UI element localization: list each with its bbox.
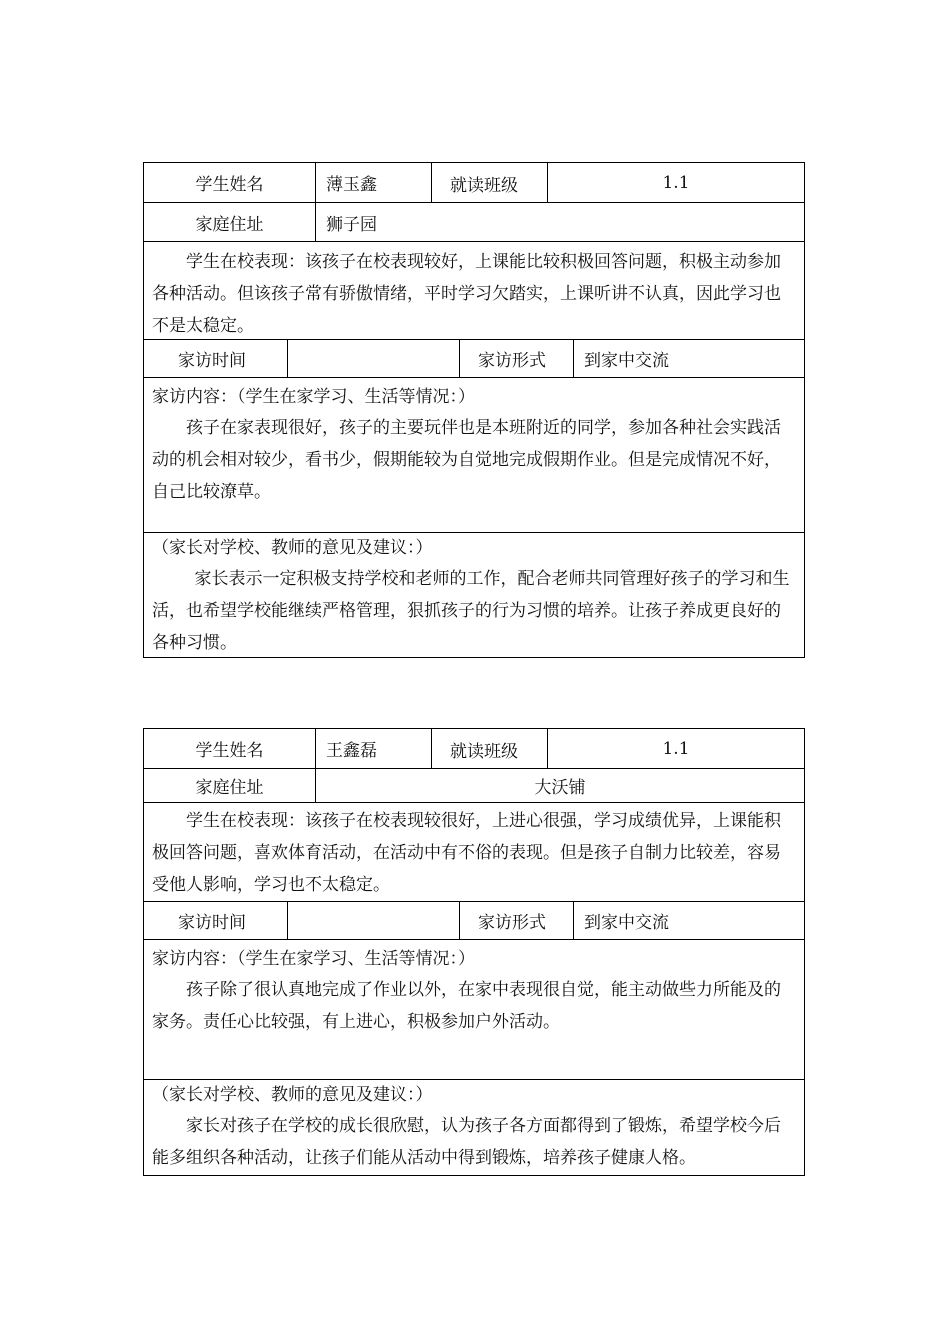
label-visit-time: 家访时间 bbox=[144, 902, 288, 939]
home-visit-record-2 bbox=[143, 728, 805, 1176]
student-name: 薄玉鑫 bbox=[316, 163, 432, 202]
school-performance-text: 学生在校表现：该孩子在校表现较很好，上进心很强，学习成绩优异，上课能积极回答问题，喜欢体育活动，在活动中有不俗的表现。但是孩子自制力比较差，容易受他人影响，学习也不太稳定。 bbox=[152, 811, 781, 895]
address-value: 狮子园 bbox=[326, 214, 377, 235]
visit-content-heading: 家访内容：（学生在家学习、生活等情况：） bbox=[152, 387, 475, 407]
visit-content-heading: 家访内容：（学生在家学习、生活等情况：） bbox=[152, 949, 475, 969]
student-name: 王鑫磊 bbox=[316, 729, 432, 768]
label-visit-time: 家访时间 bbox=[144, 340, 288, 377]
row-parent-opinion bbox=[144, 1080, 804, 1175]
row-name-class bbox=[144, 729, 804, 769]
visit-content-block bbox=[144, 940, 804, 1079]
label-class: 就读班级 bbox=[432, 729, 548, 768]
row-visit-info bbox=[144, 340, 804, 378]
label-student-name: 学生姓名 bbox=[144, 163, 316, 202]
label-visit-form: 家访形式 bbox=[460, 340, 574, 377]
class-value: 1.1 bbox=[662, 738, 690, 759]
visit-form-value: 到家中交流 bbox=[584, 913, 669, 933]
home-visit-record-1 bbox=[143, 162, 805, 658]
school-performance-text: 学生在校表现：该孩子在校表现较好，上课能比较积极回答问题，积极主动参加各种活动。但该孩子常有骄傲情绪，平时学习欠踏实，上课听讲不认真，因此学习也不是太稳定。 bbox=[152, 252, 781, 336]
visit-content-block bbox=[144, 378, 804, 532]
parent-opinion-block bbox=[144, 533, 804, 657]
parent-opinion-text: 家长表示一定积极支持学校和老师的工作，配合老师共同管理好孩子的学习和生活，也希望学校能继续严格管理，狠抓孩子的行为习惯的培养。让孩子养成更良好的各种习惯。 bbox=[152, 569, 790, 653]
label-class: 就读班级 bbox=[432, 163, 548, 202]
visit-content-text: 孩子在家表现很好，孩子的主要玩伴也是本班附近的同学，参加各种社会实践活动的机会相对较少，看书少，假期能较为自觉地完成假期作业。但是完成情况不好，自己比较潦草。 bbox=[152, 418, 781, 502]
visit-time-value bbox=[288, 340, 460, 377]
label-address: 家庭住址 bbox=[144, 769, 316, 802]
label-visit-form: 家访形式 bbox=[460, 902, 574, 939]
label-student-name: 学生姓名 bbox=[144, 729, 316, 768]
row-visit-content bbox=[144, 378, 804, 533]
class-value: 1.1 bbox=[662, 172, 690, 193]
visit-time-value bbox=[288, 902, 460, 939]
row-visit-content bbox=[144, 940, 804, 1080]
row-address bbox=[144, 769, 804, 803]
visit-form-value: 到家中交流 bbox=[584, 351, 669, 371]
parent-opinion-block bbox=[144, 1080, 804, 1175]
visit-content-text: 孩子除了很认真地完成了作业以外，在家中表现很自觉，能主动做些力所能及的家务。责任心比较强，有上进心，积极参加户外活动。 bbox=[152, 980, 781, 1032]
address-value: 大沃铺 bbox=[534, 778, 586, 798]
parent-opinion-text: 家长对孩子在学校的成长很欣慰，认为孩子各方面都得到了锻炼，希望学校今后能多组织各种活动，让孩子们能从活动中得到锻炼，培养孩子健康人格。 bbox=[152, 1116, 781, 1168]
row-school-performance bbox=[144, 803, 804, 902]
row-name-class bbox=[144, 163, 804, 203]
label-address: 家庭住址 bbox=[144, 203, 316, 241]
row-parent-opinion bbox=[144, 533, 804, 657]
parent-opinion-heading: （家长对学校、教师的意见及建议：） bbox=[152, 1085, 433, 1105]
parent-opinion-heading: （家长对学校、教师的意见及建议：） bbox=[152, 538, 433, 558]
row-address bbox=[144, 203, 804, 242]
row-visit-info bbox=[144, 902, 804, 940]
row-school-performance bbox=[144, 242, 804, 340]
